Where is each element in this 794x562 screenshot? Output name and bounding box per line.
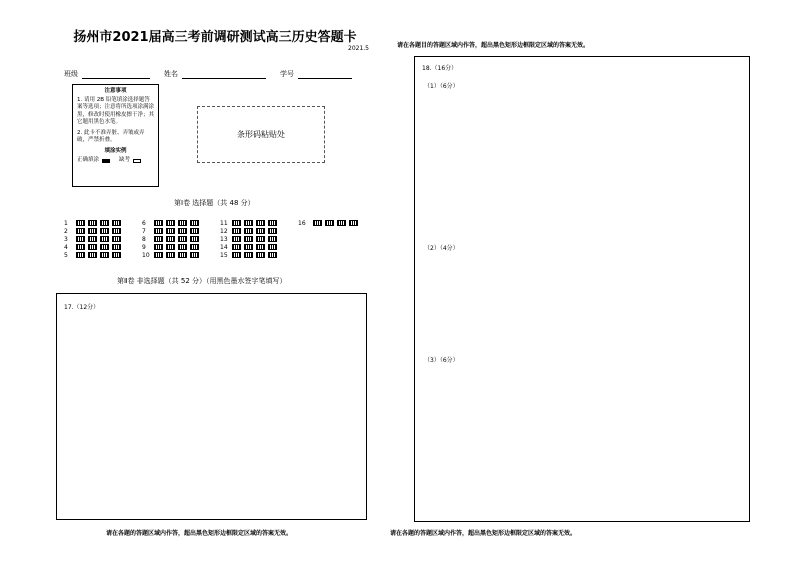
option-b-bubble[interactable] bbox=[166, 220, 175, 226]
number-underline bbox=[298, 70, 352, 79]
question-number: 9 bbox=[142, 243, 146, 251]
option-a-bubble[interactable] bbox=[154, 244, 163, 250]
option-d-bubble[interactable] bbox=[268, 220, 277, 226]
option-d-bubble[interactable] bbox=[190, 236, 199, 242]
section1-title: 第Ⅰ卷 选择题（共 48 分） bbox=[174, 199, 255, 207]
mc-row bbox=[64, 243, 124, 251]
mc-row bbox=[64, 219, 124, 227]
option-a-bubble[interactable] bbox=[232, 228, 241, 234]
option-c-bubble[interactable] bbox=[256, 252, 265, 258]
option-c-bubble[interactable] bbox=[100, 228, 109, 234]
mc-row bbox=[220, 243, 280, 251]
mc-row bbox=[142, 243, 202, 251]
question-number: 7 bbox=[142, 227, 146, 235]
rules-heading: 注意事项 bbox=[104, 88, 127, 94]
option-b-bubble[interactable] bbox=[166, 244, 175, 250]
q18-answer-box[interactable] bbox=[414, 56, 750, 522]
question-number: 4 bbox=[64, 243, 68, 251]
absent-label: 缺考 bbox=[119, 157, 131, 163]
mc-row bbox=[142, 235, 202, 243]
q18-part2-label: （2）（4分） bbox=[424, 245, 459, 252]
option-d-bubble[interactable] bbox=[112, 236, 121, 242]
option-c-bubble[interactable] bbox=[178, 244, 187, 250]
question-number: 6 bbox=[142, 219, 146, 227]
section2-title: 第Ⅱ卷 非选择题（共 52 分）（用黑色墨水签字笔填写） bbox=[117, 277, 287, 285]
option-b-bubble[interactable] bbox=[166, 252, 175, 258]
question-number: 15 bbox=[220, 251, 228, 259]
option-c-bubble[interactable] bbox=[256, 228, 265, 234]
exam-date: 2021.5 bbox=[348, 45, 369, 52]
class-underline bbox=[82, 70, 150, 79]
barcode-label: 条形码粘贴处 bbox=[237, 130, 285, 139]
page-title: 扬州市2021届高三考前调研测试高三历史答题卡 bbox=[73, 30, 357, 45]
mc-row bbox=[220, 219, 280, 227]
question-number: 3 bbox=[64, 235, 68, 243]
option-b-bubble[interactable] bbox=[244, 228, 253, 234]
option-d-bubble[interactable] bbox=[268, 252, 277, 258]
rules-box bbox=[72, 84, 159, 187]
correct-fill-label: 正确填涂 bbox=[77, 157, 100, 163]
option-a-bubble[interactable] bbox=[76, 228, 85, 234]
mc-row bbox=[220, 251, 280, 259]
option-a-bubble[interactable] bbox=[76, 236, 85, 242]
option-b-bubble[interactable] bbox=[244, 244, 253, 250]
question-number: 5 bbox=[64, 251, 68, 259]
q17-label: 17.（12分） bbox=[64, 304, 100, 311]
option-c-bubble[interactable] bbox=[256, 236, 265, 242]
notice-top-right: 请在各题目的答题区域内作答，超出黑色矩形边框限定区域的答案无效。 bbox=[397, 42, 590, 49]
mc-row bbox=[64, 251, 124, 259]
q18-part3-label: （3）（6分） bbox=[424, 357, 459, 364]
mc-row bbox=[220, 235, 280, 243]
fill-sample bbox=[77, 157, 154, 165]
sample-heading: 填涂实例 bbox=[104, 147, 127, 154]
option-c-bubble[interactable] bbox=[178, 236, 187, 242]
question-number: 8 bbox=[142, 235, 146, 243]
option-d-bubble[interactable] bbox=[190, 252, 199, 258]
question-number: 11 bbox=[220, 219, 228, 227]
option-d-bubble[interactable] bbox=[190, 228, 199, 234]
option-b-bubble[interactable] bbox=[244, 252, 253, 258]
rules-item-1: 1. 请用 2B 铅笔填涂选择题答案等选项；注意将所选项涂满涂黑，修改时使用橡皮擦干净；其它题用黑色水笔。 bbox=[77, 96, 155, 125]
notice-bottom-left: 请在各题的答题区域内作答，超出黑色矩形边框限定区域的答案无效。 bbox=[106, 530, 293, 537]
rules-item-2: 2. 此卡不准弄脏、弄皱或弄破，严禁折叠。 bbox=[77, 129, 145, 143]
option-d-bubble[interactable] bbox=[112, 220, 121, 226]
mc-column-2 bbox=[142, 219, 202, 259]
correct-fill-mark bbox=[102, 159, 110, 163]
option-a-bubble[interactable] bbox=[232, 244, 241, 250]
option-c-bubble[interactable] bbox=[178, 252, 187, 258]
option-d-bubble[interactable] bbox=[349, 220, 358, 226]
option-d-bubble[interactable] bbox=[268, 236, 277, 242]
mc-row bbox=[298, 219, 361, 227]
question-number: 12 bbox=[220, 227, 228, 235]
option-a-bubble[interactable] bbox=[76, 220, 85, 226]
option-b-bubble[interactable] bbox=[88, 252, 97, 258]
option-a-bubble[interactable] bbox=[154, 236, 163, 242]
option-c-bubble[interactable] bbox=[178, 220, 187, 226]
option-c-bubble[interactable] bbox=[100, 220, 109, 226]
option-c-bubble[interactable] bbox=[100, 252, 109, 258]
question-number: 16 bbox=[298, 219, 306, 227]
option-d-bubble[interactable] bbox=[268, 228, 277, 234]
question-number: 1 bbox=[64, 219, 68, 227]
mc-column-3 bbox=[220, 219, 280, 259]
mc-row bbox=[64, 235, 124, 243]
name-field[interactable] bbox=[164, 69, 266, 79]
mc-row bbox=[142, 251, 202, 259]
class-label: 班级 bbox=[64, 70, 78, 78]
option-a-bubble[interactable] bbox=[232, 220, 241, 226]
option-c-bubble[interactable] bbox=[100, 236, 109, 242]
question-number: 10 bbox=[142, 251, 150, 259]
mc-column-1 bbox=[64, 219, 124, 259]
q17-answer-box[interactable] bbox=[56, 293, 367, 520]
option-a-bubble[interactable] bbox=[232, 236, 241, 242]
mc-row bbox=[142, 227, 202, 235]
option-b-bubble[interactable] bbox=[88, 236, 97, 242]
question-number: 13 bbox=[220, 235, 228, 243]
option-d-bubble[interactable] bbox=[112, 244, 121, 250]
option-b-bubble[interactable] bbox=[88, 228, 97, 234]
option-c-bubble[interactable] bbox=[256, 244, 265, 250]
q18-label: 18.（16分） bbox=[422, 65, 458, 72]
class-field[interactable] bbox=[64, 69, 150, 79]
option-d-bubble[interactable] bbox=[190, 220, 199, 226]
option-d-bubble[interactable] bbox=[268, 244, 277, 250]
mc-row bbox=[64, 227, 124, 235]
q18-part1-label: （1）（6分） bbox=[424, 83, 459, 90]
option-b-bubble[interactable] bbox=[166, 236, 175, 242]
option-a-bubble[interactable] bbox=[313, 220, 322, 226]
option-c-bubble[interactable] bbox=[178, 228, 187, 234]
option-b-bubble[interactable] bbox=[325, 220, 334, 226]
option-b-bubble[interactable] bbox=[88, 220, 97, 226]
option-b-bubble[interactable] bbox=[244, 220, 253, 226]
name-underline bbox=[182, 70, 266, 79]
option-c-bubble[interactable] bbox=[256, 220, 265, 226]
option-a-bubble[interactable] bbox=[76, 244, 85, 250]
mc-row bbox=[220, 227, 280, 235]
mc-row bbox=[142, 219, 202, 227]
option-c-bubble[interactable] bbox=[337, 220, 346, 226]
option-a-bubble[interactable] bbox=[154, 252, 163, 258]
option-a-bubble[interactable] bbox=[232, 252, 241, 258]
question-number: 14 bbox=[220, 243, 228, 251]
barcode-area bbox=[197, 106, 325, 163]
mc-column-4 bbox=[298, 219, 361, 227]
option-b-bubble[interactable] bbox=[166, 228, 175, 234]
option-b-bubble[interactable] bbox=[244, 236, 253, 242]
option-b-bubble[interactable] bbox=[88, 244, 97, 250]
number-label: 学号 bbox=[280, 70, 294, 78]
option-d-bubble[interactable] bbox=[190, 244, 199, 250]
option-d-bubble[interactable] bbox=[112, 228, 121, 234]
option-a-bubble[interactable] bbox=[154, 220, 163, 226]
option-a-bubble[interactable] bbox=[154, 228, 163, 234]
option-d-bubble[interactable] bbox=[112, 252, 121, 258]
absent-mark[interactable] bbox=[133, 159, 141, 163]
notice-bottom-right: 请在各题的答题区域内作答，超出黑色矩形边框限定区域的答案无效。 bbox=[390, 530, 577, 537]
question-number: 2 bbox=[64, 227, 68, 235]
student-number-field[interactable] bbox=[280, 69, 352, 79]
option-a-bubble[interactable] bbox=[76, 252, 85, 258]
name-label: 姓名 bbox=[164, 70, 178, 78]
option-c-bubble[interactable] bbox=[100, 244, 109, 250]
